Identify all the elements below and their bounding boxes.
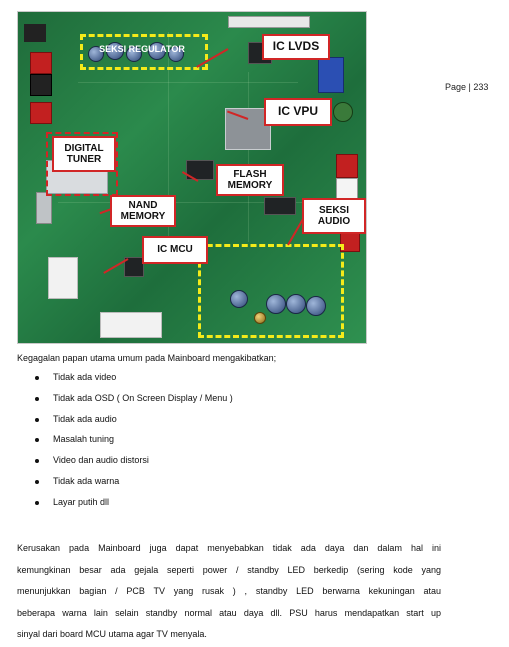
label-ic-vpu: IC VPU (264, 98, 332, 126)
label-ic-lvds: IC LVDS (262, 34, 330, 60)
page-number: Page | 233 (445, 82, 489, 92)
list-item: Tidak ada OSD ( On Screen Display / Menu ) (35, 393, 233, 414)
vga-port (318, 57, 344, 93)
pcb-sticker (48, 257, 78, 299)
list-item: Tidak ada audio (35, 414, 233, 435)
pcb-trace (248, 72, 249, 242)
paragraph-line: beberapa warna lain selain standby normal atau daya dll. PSU harus mendapatkan start up (17, 607, 441, 618)
symptom-list (35, 372, 233, 518)
paragraph-line: menunjukkan bagian / PCB TV yang rusak ) , standby LED berwarna kekuningan atau (17, 586, 441, 596)
rca-jack-red (30, 102, 52, 124)
paragraph-line: kemungkinan besar ada gejala seperti power / standby LED berkedip (sering kode yang (17, 564, 441, 575)
rca-jack-green (333, 102, 353, 122)
paragraph-line: Kerusakan pada Mainboard juga dapat menyebabkan tidak ada daya dan dalam hal ini (17, 543, 441, 553)
pcb-trace (78, 82, 298, 83)
av-connector (24, 24, 46, 42)
lvds-connector (228, 16, 310, 28)
list-item: Layar putih dll (35, 497, 233, 518)
usb-port (36, 192, 52, 224)
rca-jack-red (30, 52, 52, 74)
rca-jack-black (30, 74, 52, 96)
rca-jack-white (336, 178, 358, 200)
list-item: Masalah tuning (35, 434, 233, 455)
intro-sentence: Kegagalan papan utama umum pada Mainboard mengakibatkan; (17, 353, 277, 363)
list-item: Tidak ada warna (35, 476, 233, 497)
label-nand-memory: NAND MEMORY (110, 195, 176, 227)
label-digital-tuner: DIGITAL TUNER (52, 136, 116, 172)
explanation-paragraph (17, 538, 441, 646)
pcb-sticker (100, 312, 162, 338)
paragraph-line: sinyal dari board MCU utama agar TV menyala. (17, 629, 207, 639)
mainboard-photo (17, 11, 367, 344)
audio-amp-chip (264, 197, 296, 215)
audio-section-highlight (198, 244, 344, 338)
label-flash-memory: FLASH MEMORY (216, 164, 284, 196)
list-item: Video dan audio distorsi (35, 455, 233, 476)
label-ic-mcu: IC MCU (142, 236, 208, 264)
label-seksi-regulator: SEKSI REGULATOR (99, 43, 185, 54)
rca-jack-red (336, 154, 358, 178)
list-item: Tidak ada video (35, 372, 233, 393)
label-seksi-audio: SEKSI AUDIO (302, 198, 366, 234)
